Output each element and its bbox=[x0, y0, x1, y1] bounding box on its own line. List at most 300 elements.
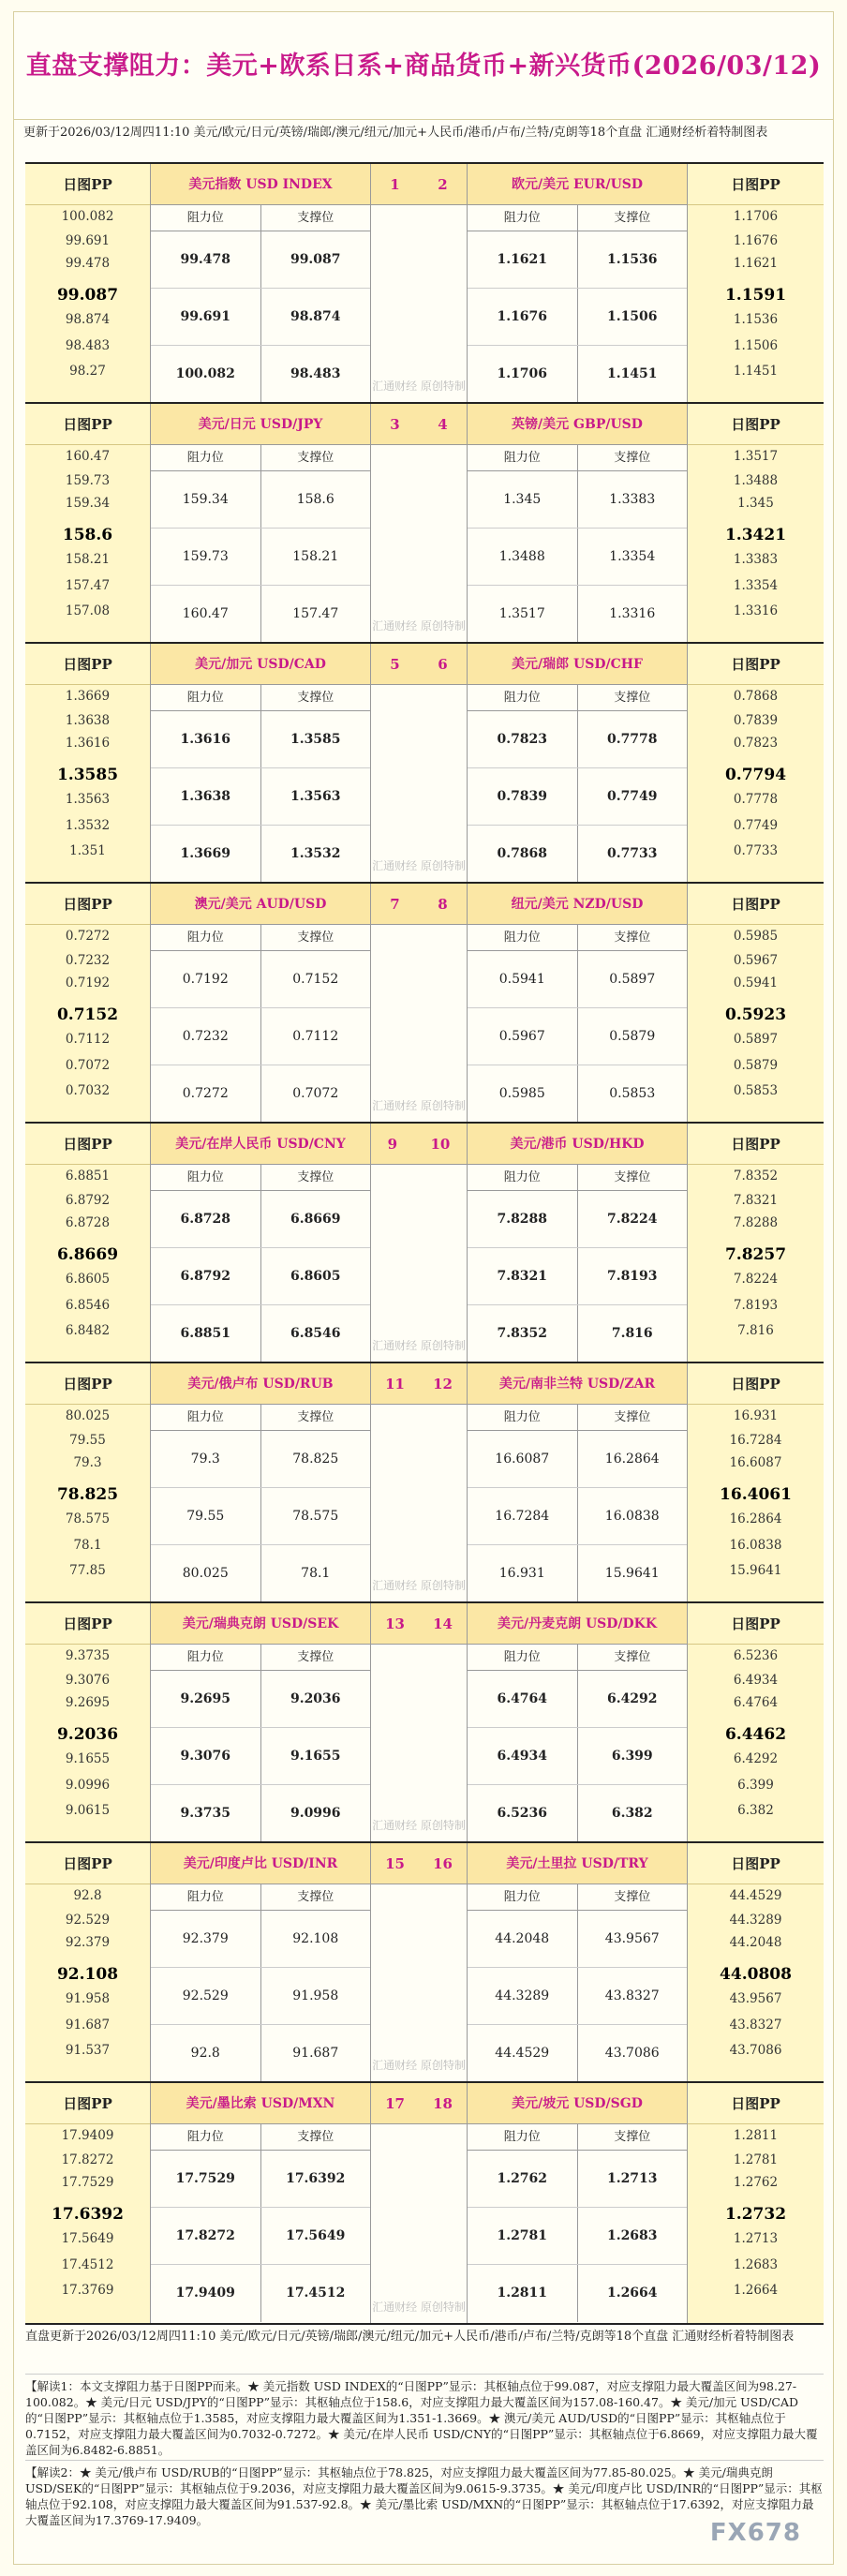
block-numbers bbox=[371, 1363, 467, 1405]
pivot-point-column bbox=[25, 644, 150, 882]
pivot-level: 1.3316 bbox=[733, 603, 779, 618]
watermark: 汇通财经 原创特制 bbox=[372, 1819, 466, 1832]
pair-table bbox=[467, 884, 688, 1122]
pair-name: 美元/南非兰特 USD/ZAR bbox=[468, 1363, 687, 1405]
pivot-value: 99.087 bbox=[56, 286, 119, 305]
support-value: 6.8669 bbox=[260, 1191, 371, 1247]
resistance-value: 1.345 bbox=[503, 492, 542, 507]
pivot-level: 159.73 bbox=[65, 473, 111, 488]
support-value: 16.2864 bbox=[577, 1431, 688, 1487]
level-row bbox=[151, 1008, 370, 1065]
pair-name: 美元/丹麦克朗 USD/DKK bbox=[468, 1603, 687, 1645]
resistance-value: 44.2048 bbox=[495, 1931, 550, 1946]
pivot-level: 92.8 bbox=[73, 1888, 102, 1903]
support-header: 支撑位 bbox=[577, 1645, 688, 1670]
pivot-level: 7.8352 bbox=[733, 1169, 779, 1184]
level-header bbox=[468, 445, 687, 471]
support-value: 0.7749 bbox=[577, 768, 688, 825]
pivot-value: 6.8669 bbox=[56, 1245, 119, 1264]
watermark: 汇通财经 原创特制 bbox=[372, 380, 466, 393]
pivot-level: 160.47 bbox=[65, 449, 111, 464]
watermark: 汇通财经 原创特制 bbox=[372, 619, 466, 633]
page-subtitle: 更新于2026/03/12周四11:10 美元/欧元/日元/英镑/瑞郎/澳元/纽元/加元+人民币/港币/卢布/兰特/克朗等18个直盘 汇通财经析着特制图表 bbox=[23, 126, 768, 140]
level-row bbox=[151, 951, 370, 1008]
support-value: 157.47 bbox=[260, 586, 371, 643]
pivot-point-header: 日图PP bbox=[25, 1843, 150, 1884]
pivot-level: 44.4529 bbox=[729, 1888, 782, 1903]
pivot-value: 16.4061 bbox=[720, 1485, 792, 1504]
pivot-value: 92.108 bbox=[56, 1965, 119, 1984]
pivot-level: 15.9641 bbox=[729, 1563, 782, 1578]
pair-name: 美元/日元 USD/JPY bbox=[151, 404, 370, 445]
block-number-column bbox=[371, 1363, 467, 1601]
resistance-value: 79.3 bbox=[190, 1452, 220, 1467]
level-header bbox=[151, 1884, 370, 1911]
level-row bbox=[151, 1191, 370, 1248]
pivot-level: 6.8605 bbox=[65, 1272, 111, 1287]
level-row bbox=[151, 1728, 370, 1785]
pair-table bbox=[467, 1363, 688, 1601]
resistance-value: 7.8321 bbox=[497, 1269, 548, 1284]
interpretation-note-2: 【解读2：★ 美元/俄卢布 USD/RUB的“日图PP”显示：其枢轴点位于78.825，对应支撑阻力最大覆盖区间为77.85-80.025。★ 美元/瑞典克朗 USD/SEK的“日图PP”显示：其枢轴点位于9.2036，对应支撑阻力最大覆盖区间为9.0615-9.3735。★ 美元/印度卢比 USD/INR的“日图PP”显示：其枢轴点位于92.108，对应支撑阻力最大覆盖区间为91.537-92.8。★ 美元/墨比索 USD/MXN的“日图PP”显示：其枢轴点位于17.6392，对应支撑阻力最大覆盖区间为17.3769-17.9409。 bbox=[25, 2460, 824, 2528]
level-row bbox=[151, 586, 370, 643]
resistance-value: 9.3076 bbox=[180, 1749, 231, 1764]
level-row bbox=[151, 2025, 370, 2082]
level-row bbox=[151, 1248, 370, 1305]
resistance-value: 1.3616 bbox=[180, 732, 231, 747]
pivot-level: 100.082 bbox=[61, 209, 114, 224]
resistance-value: 0.7272 bbox=[182, 1086, 229, 1101]
support-header: 支撑位 bbox=[260, 1884, 371, 1910]
resistance-value: 1.1706 bbox=[497, 366, 548, 381]
level-row bbox=[468, 2151, 687, 2208]
pivot-point-column bbox=[25, 1843, 150, 2081]
watermark: 汇通财经 原创特制 bbox=[372, 1099, 466, 1112]
block-number: 16 bbox=[433, 1854, 453, 1872]
support-value: 158.21 bbox=[260, 529, 371, 585]
pivot-level: 0.7272 bbox=[65, 929, 111, 944]
support-header: 支撑位 bbox=[260, 1645, 371, 1670]
pivot-level: 0.7232 bbox=[65, 953, 111, 968]
block-numbers bbox=[371, 1124, 467, 1165]
pivot-level: 7.8224 bbox=[733, 1272, 779, 1287]
block-number: 5 bbox=[390, 655, 400, 673]
level-row bbox=[468, 1488, 687, 1545]
pair-table bbox=[150, 404, 371, 642]
pair-name: 美元/俄卢布 USD/RUB bbox=[151, 1363, 370, 1405]
resistance-value: 0.5941 bbox=[498, 972, 545, 987]
level-header bbox=[468, 205, 687, 231]
resistance-value: 100.082 bbox=[175, 366, 235, 381]
block-number-column bbox=[371, 644, 467, 882]
pair-name: 美元/港币 USD/HKD bbox=[468, 1124, 687, 1165]
pivot-level: 9.3735 bbox=[65, 1648, 111, 1663]
pair-name: 澳元/美元 AUD/USD bbox=[151, 884, 370, 925]
pair-name: 美元/墨比索 USD/MXN bbox=[151, 2083, 370, 2124]
pivot-level: 1.1506 bbox=[733, 338, 779, 353]
pair-name: 美元/坡元 USD/SGD bbox=[468, 2083, 687, 2124]
pivot-value: 9.2036 bbox=[56, 1725, 119, 1744]
support-value: 91.958 bbox=[260, 1968, 371, 2024]
pivot-grid bbox=[25, 162, 824, 2325]
support-header: 支撑位 bbox=[260, 925, 371, 950]
pair-name: 美元/印度卢比 USD/INR bbox=[151, 1843, 370, 1884]
resistance-value: 44.4529 bbox=[495, 2046, 550, 2061]
support-header: 支撑位 bbox=[577, 1165, 688, 1190]
resistance-value: 9.2695 bbox=[180, 1691, 231, 1706]
support-value: 1.2664 bbox=[577, 2265, 688, 2322]
pair-table bbox=[150, 2083, 371, 2323]
pivot-level: 99.691 bbox=[65, 233, 111, 248]
block-number: 4 bbox=[438, 415, 448, 433]
pivot-level: 98.27 bbox=[69, 364, 106, 379]
resistance-value: 1.3517 bbox=[498, 606, 545, 621]
pair-name: 美元/在岸人民币 USD/CNY bbox=[151, 1124, 370, 1165]
level-row bbox=[468, 1191, 687, 1248]
pivot-point-column bbox=[688, 1124, 824, 1362]
pivot-level: 7.816 bbox=[737, 1323, 774, 1338]
pivot-level: 6.8546 bbox=[65, 1298, 111, 1313]
pivot-level: 78.1 bbox=[73, 1538, 102, 1553]
resistance-value: 16.931 bbox=[498, 1566, 545, 1581]
pivot-value: 7.8257 bbox=[724, 1245, 787, 1264]
resistance-value: 7.8352 bbox=[497, 1326, 548, 1341]
pivot-point-column bbox=[25, 1363, 150, 1601]
pair-table bbox=[150, 1843, 371, 2081]
resistance-value: 6.4764 bbox=[497, 1691, 548, 1706]
pivot-level: 1.3532 bbox=[65, 818, 111, 833]
level-row bbox=[151, 346, 370, 403]
support-value: 1.3316 bbox=[577, 586, 688, 643]
pivot-level: 1.3669 bbox=[65, 689, 111, 704]
resistance-value: 1.3638 bbox=[180, 789, 231, 804]
pivot-level: 1.2781 bbox=[733, 2152, 779, 2167]
level-row bbox=[468, 2025, 687, 2082]
level-row bbox=[468, 1728, 687, 1785]
pivot-level: 6.8792 bbox=[65, 1193, 111, 1208]
resistance-value: 6.5236 bbox=[497, 1806, 548, 1821]
pivot-level: 0.7733 bbox=[733, 843, 779, 858]
resistance-header: 阻力位 bbox=[186, 931, 224, 945]
support-value: 15.9641 bbox=[577, 1545, 688, 1602]
resistance-value: 0.7823 bbox=[497, 732, 548, 747]
support-value: 6.4292 bbox=[577, 1671, 688, 1727]
block-number: 2 bbox=[438, 175, 448, 193]
level-header bbox=[151, 205, 370, 231]
resistance-value: 0.7839 bbox=[497, 789, 548, 804]
pivot-level: 17.7529 bbox=[61, 2175, 114, 2190]
pivot-level: 6.4292 bbox=[733, 1751, 779, 1766]
block-number: 3 bbox=[390, 415, 400, 433]
pivot-value: 1.3421 bbox=[724, 526, 787, 544]
pivot-level: 92.529 bbox=[65, 1913, 111, 1928]
resistance-value: 16.7284 bbox=[495, 1509, 550, 1524]
pivot-value: 44.0808 bbox=[720, 1965, 792, 1984]
support-value: 7.8193 bbox=[577, 1248, 688, 1304]
level-row bbox=[468, 1305, 687, 1362]
level-row bbox=[151, 1545, 370, 1602]
pivot-level: 0.7749 bbox=[733, 818, 779, 833]
level-row bbox=[151, 711, 370, 768]
support-header: 支撑位 bbox=[260, 1405, 371, 1430]
pivot-level: 92.379 bbox=[65, 1935, 111, 1950]
support-value: 158.6 bbox=[260, 471, 371, 528]
pivot-point-column bbox=[25, 1603, 150, 1841]
pivot-value: 0.7152 bbox=[56, 1005, 119, 1024]
pivot-value: 0.7794 bbox=[724, 766, 787, 784]
resistance-value: 7.8288 bbox=[497, 1212, 548, 1227]
pivot-level: 1.351 bbox=[69, 843, 106, 858]
support-value: 1.3383 bbox=[577, 471, 688, 528]
pivot-value: 1.2732 bbox=[724, 2205, 787, 2224]
pair-block bbox=[25, 882, 824, 1122]
pivot-level: 157.47 bbox=[65, 578, 111, 593]
support-value: 1.3563 bbox=[260, 768, 371, 825]
level-row bbox=[468, 2265, 687, 2322]
pivot-level: 7.8321 bbox=[733, 1193, 779, 1208]
pair-block bbox=[25, 402, 824, 642]
level-header bbox=[468, 2124, 687, 2151]
block-number-column bbox=[371, 884, 467, 1122]
resistance-value: 99.691 bbox=[180, 309, 231, 324]
block-number: 9 bbox=[387, 1135, 398, 1153]
support-value: 9.0996 bbox=[260, 1785, 371, 1842]
pivot-level: 0.5941 bbox=[733, 975, 779, 990]
resistance-value: 1.1676 bbox=[497, 309, 548, 324]
pivot-level: 0.7112 bbox=[65, 1032, 111, 1047]
resistance-value: 9.3735 bbox=[180, 1806, 231, 1821]
resistance-value: 159.34 bbox=[182, 492, 229, 507]
resistance-value: 16.6087 bbox=[495, 1452, 550, 1467]
level-row bbox=[468, 231, 687, 289]
pivot-point-column bbox=[25, 404, 150, 642]
level-row bbox=[151, 1968, 370, 2025]
support-value: 6.382 bbox=[577, 1785, 688, 1842]
support-value: 1.3354 bbox=[577, 529, 688, 585]
support-value: 0.5853 bbox=[577, 1065, 688, 1123]
block-number: 14 bbox=[433, 1615, 453, 1632]
support-value: 1.3532 bbox=[260, 826, 371, 883]
pair-block bbox=[25, 1841, 824, 2081]
support-value: 98.874 bbox=[260, 289, 371, 345]
pivot-point-column bbox=[688, 1843, 824, 2081]
block-numbers bbox=[371, 1603, 467, 1645]
pair-name: 美元/瑞典克朗 USD/SEK bbox=[151, 1603, 370, 1645]
pivot-level: 1.2762 bbox=[733, 2175, 779, 2190]
pivot-level: 9.0996 bbox=[65, 1778, 111, 1793]
resistance-value: 6.8851 bbox=[180, 1326, 231, 1341]
pivot-level: 6.4764 bbox=[733, 1695, 779, 1710]
pivot-level: 157.08 bbox=[65, 603, 111, 618]
pair-name: 美元/加元 USD/CAD bbox=[151, 644, 370, 685]
support-header: 支撑位 bbox=[260, 205, 371, 231]
pivot-level: 6.8482 bbox=[65, 1323, 111, 1338]
pivot-level: 9.1655 bbox=[65, 1751, 111, 1766]
pair-table bbox=[150, 1363, 371, 1601]
pivot-level: 1.3616 bbox=[65, 736, 111, 751]
pivot-level: 1.3638 bbox=[65, 713, 111, 728]
pivot-point-header: 日图PP bbox=[25, 1363, 150, 1405]
support-value: 17.6392 bbox=[260, 2151, 371, 2207]
support-value: 16.0838 bbox=[577, 1488, 688, 1544]
pair-table bbox=[150, 1124, 371, 1362]
pair-name: 美元/土里拉 USD/TRY bbox=[468, 1843, 687, 1884]
block-number-column bbox=[371, 2083, 467, 2323]
pair-block bbox=[25, 162, 824, 402]
pivot-level: 0.7778 bbox=[733, 792, 779, 807]
pivot-level: 16.0838 bbox=[729, 1538, 782, 1553]
pivot-level: 99.478 bbox=[65, 256, 111, 271]
resistance-header: 阻力位 bbox=[503, 691, 541, 705]
pivot-level: 44.2048 bbox=[729, 1935, 782, 1950]
pivot-level: 16.931 bbox=[733, 1408, 779, 1423]
level-header bbox=[468, 1645, 687, 1671]
pivot-point-column bbox=[25, 2083, 150, 2323]
resistance-value: 0.7868 bbox=[497, 846, 548, 861]
pair-table bbox=[150, 884, 371, 1122]
block-numbers bbox=[371, 404, 467, 445]
pivot-value: 158.6 bbox=[62, 526, 113, 544]
support-header: 支撑位 bbox=[260, 1165, 371, 1190]
pivot-level: 7.8193 bbox=[733, 1298, 779, 1313]
block-number-column bbox=[371, 1603, 467, 1841]
support-value: 91.687 bbox=[260, 2025, 371, 2082]
support-value: 98.483 bbox=[260, 346, 371, 403]
block-number: 13 bbox=[385, 1615, 405, 1632]
pivot-point-column bbox=[688, 404, 824, 642]
resistance-value: 92.529 bbox=[182, 1988, 229, 2003]
level-row bbox=[151, 1305, 370, 1362]
block-numbers bbox=[371, 884, 467, 925]
pivot-level: 78.575 bbox=[65, 1511, 111, 1526]
support-value: 0.7072 bbox=[260, 1065, 371, 1123]
resistance-value: 1.1621 bbox=[497, 252, 548, 267]
resistance-value: 6.8728 bbox=[180, 1212, 231, 1227]
pivot-level: 91.687 bbox=[65, 2018, 111, 2033]
level-header bbox=[151, 1645, 370, 1671]
level-row bbox=[151, 231, 370, 289]
block-number: 6 bbox=[438, 655, 448, 673]
resistance-header: 阻力位 bbox=[186, 1410, 224, 1424]
support-value: 7.816 bbox=[577, 1305, 688, 1362]
resistance-header: 阻力位 bbox=[186, 1650, 224, 1664]
level-header bbox=[151, 1165, 370, 1191]
block-number: 17 bbox=[385, 2094, 405, 2112]
level-header bbox=[151, 925, 370, 951]
pivot-level: 77.85 bbox=[69, 1563, 106, 1578]
block-number-column bbox=[371, 1843, 467, 2081]
level-row bbox=[151, 1911, 370, 1968]
resistance-value: 1.2811 bbox=[497, 2286, 548, 2301]
pivot-level: 1.3517 bbox=[733, 449, 779, 464]
level-row bbox=[151, 1065, 370, 1123]
level-header bbox=[151, 1405, 370, 1431]
resistance-value: 6.8792 bbox=[180, 1269, 231, 1284]
resistance-header: 阻力位 bbox=[503, 1890, 541, 1904]
pivot-level: 17.8272 bbox=[61, 2152, 114, 2167]
level-row bbox=[151, 2265, 370, 2322]
pivot-level: 17.9409 bbox=[61, 2128, 114, 2143]
level-row bbox=[151, 1488, 370, 1545]
level-row bbox=[151, 471, 370, 529]
pivot-level: 0.5897 bbox=[733, 1032, 779, 1047]
resistance-header: 阻力位 bbox=[503, 1650, 541, 1664]
support-value: 99.087 bbox=[260, 231, 371, 288]
resistance-header: 阻力位 bbox=[186, 2130, 224, 2144]
block-number-column bbox=[371, 164, 467, 402]
level-header bbox=[151, 2124, 370, 2151]
block-number: 7 bbox=[390, 895, 400, 913]
pivot-level: 9.0615 bbox=[65, 1803, 111, 1818]
resistance-header: 阻力位 bbox=[186, 691, 224, 705]
pivot-point-header: 日图PP bbox=[688, 644, 824, 685]
support-value: 43.9567 bbox=[577, 1911, 688, 1967]
resistance-value: 160.47 bbox=[182, 606, 229, 621]
pivot-level: 98.874 bbox=[65, 312, 111, 327]
resistance-value: 0.5967 bbox=[498, 1029, 545, 1044]
resistance-value: 17.7529 bbox=[175, 2171, 235, 2186]
pivot-level: 0.7192 bbox=[65, 975, 111, 990]
level-row bbox=[151, 2151, 370, 2208]
level-row bbox=[151, 289, 370, 346]
level-row bbox=[468, 768, 687, 826]
pivot-value: 17.6392 bbox=[52, 2205, 124, 2224]
support-value: 43.7086 bbox=[577, 2025, 688, 2082]
pair-block bbox=[25, 642, 824, 882]
level-row bbox=[468, 1968, 687, 2025]
support-value: 1.1451 bbox=[577, 346, 688, 403]
pivot-point-header: 日图PP bbox=[688, 884, 824, 925]
pivot-level: 17.5649 bbox=[61, 2231, 114, 2246]
pair-name: 纽元/美元 NZD/USD bbox=[468, 884, 687, 925]
pivot-point-column bbox=[688, 2083, 824, 2323]
resistance-value: 159.73 bbox=[182, 549, 229, 564]
level-row bbox=[468, 289, 687, 346]
resistance-header: 阻力位 bbox=[503, 931, 541, 945]
fx678-logo: FX678 bbox=[709, 2519, 801, 2547]
pivot-level: 44.3289 bbox=[729, 1913, 782, 1928]
resistance-header: 阻力位 bbox=[503, 1170, 541, 1184]
level-header bbox=[468, 1884, 687, 1911]
resistance-header: 阻力位 bbox=[186, 451, 224, 465]
pivot-level: 158.21 bbox=[65, 552, 111, 567]
resistance-value: 6.4934 bbox=[497, 1749, 548, 1764]
support-value: 0.7152 bbox=[260, 951, 371, 1007]
support-header: 支撑位 bbox=[577, 2124, 688, 2150]
support-value: 1.3585 bbox=[260, 711, 371, 767]
pair-block bbox=[25, 1601, 824, 1841]
support-value: 43.8327 bbox=[577, 1968, 688, 2024]
support-value: 78.1 bbox=[260, 1545, 371, 1602]
level-row bbox=[468, 1431, 687, 1488]
pair-table bbox=[467, 2083, 688, 2323]
pivot-level: 1.3488 bbox=[733, 473, 779, 488]
pivot-level: 0.5967 bbox=[733, 953, 779, 968]
pivot-level: 6.4934 bbox=[733, 1673, 779, 1688]
pair-block bbox=[25, 2081, 824, 2325]
level-row bbox=[151, 529, 370, 586]
watermark: 汇通财经 原创特制 bbox=[372, 859, 466, 872]
support-header: 支撑位 bbox=[577, 925, 688, 950]
support-value: 6.399 bbox=[577, 1728, 688, 1784]
support-header: 支撑位 bbox=[260, 2124, 371, 2150]
interpretation-note-1: 【解读1：本文支撑阻力基于日图PP而来。★ 美元指数 USD INDEX的“日图PP”显示：其枢轴点位于99.087，对应支撑阻力最大覆盖区间为98.27-100.082。★ 美元/日元 USD/JPY的“日图PP”显示：其枢轴点位于158.6，对应支撑阻力最大覆盖区间为157.08-160.47。★ 美元/加元 USD/CAD的“日图PP”显示：其枢轴点位于1.3585，对应支撑阻力最大覆盖区间为1.351-1.3669。★ 澳元/美元 AUD/USD的“日图PP”显示：其枢轴点位于0.7152，对应支撑阻力最大覆盖区间为0.7032-0.7272。★ 美元/在岸人民币 USD/CNY的“日图PP”显示：其枢轴点位于6.8669，对应支撑阻力最大覆盖区间为6.8482-6.8851。 bbox=[25, 2374, 824, 2458]
level-header bbox=[468, 1165, 687, 1191]
pivot-level: 80.025 bbox=[65, 1408, 111, 1423]
support-value: 0.5879 bbox=[577, 1008, 688, 1065]
level-row bbox=[151, 768, 370, 826]
pivot-level: 1.3383 bbox=[733, 552, 779, 567]
